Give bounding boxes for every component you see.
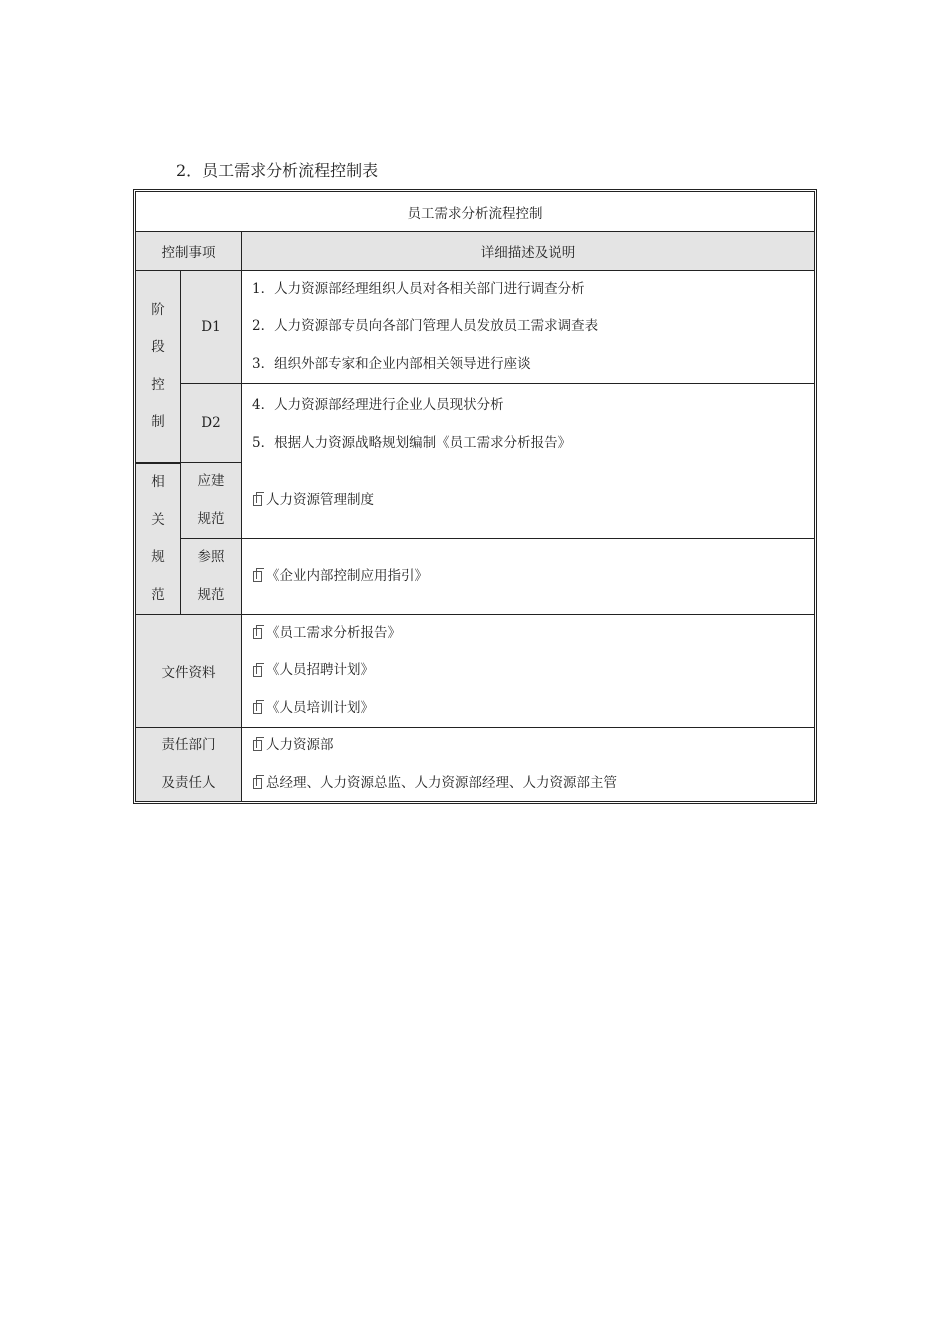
related-norms-label xyxy=(136,463,181,615)
document-icon xyxy=(253,495,262,506)
document-icon xyxy=(253,778,262,789)
stage-d2-code: D2 xyxy=(181,384,242,463)
header-control-item: 控制事项 xyxy=(136,232,242,271)
item-text: 《人员培训计划》 xyxy=(266,699,374,716)
list-item xyxy=(252,690,814,728)
norms-label-char: 相 xyxy=(151,474,165,490)
reference-norms-label xyxy=(181,539,242,615)
list-item: 2．人力资源部专员向各部门管理人员发放员工需求调查表 xyxy=(252,318,599,335)
reference-label-line: 参照 xyxy=(197,549,225,565)
list-item: 4．人力资源部经理进行企业人员现状分析 xyxy=(252,397,504,413)
list-item: 1．人力资源部经理组织人员对各相关部门进行调查分析 xyxy=(252,280,585,297)
responsibility-items xyxy=(242,728,814,801)
stage-label-char: 阶 xyxy=(151,301,165,318)
document-icon xyxy=(253,740,262,751)
list-item xyxy=(252,727,814,765)
stage-d1-code: D1 xyxy=(181,271,242,384)
list-item: 3．组织外部专家和企业内部相关领导进行座谈 xyxy=(252,355,531,372)
required-label-line: 应建 xyxy=(197,473,225,489)
required-norms-label xyxy=(181,463,242,539)
norms-label-char: 规 xyxy=(151,549,165,565)
list-item xyxy=(252,558,814,596)
reference-label-line: 规范 xyxy=(197,586,225,603)
responsibility-label xyxy=(136,728,242,801)
list-item xyxy=(252,482,814,520)
stage-control-label xyxy=(136,271,181,463)
item-text: 《企业内部控制应用指引》 xyxy=(266,567,428,584)
document-icon xyxy=(253,628,262,639)
required-norms-items xyxy=(242,463,814,539)
list-item: 5．根据人力资源战略规划编制《员工需求分析报告》 xyxy=(252,434,572,451)
required-label-line: 规范 xyxy=(197,510,225,527)
stage-d2-items xyxy=(242,384,814,463)
item-text: 人力资源管理制度 xyxy=(266,491,374,508)
item-text: 《人员招聘计划》 xyxy=(266,662,374,679)
control-table xyxy=(133,189,817,804)
table-title: 员工需求分析流程控制 xyxy=(136,192,814,232)
norms-label-char: 关 xyxy=(151,511,165,528)
reference-norms-items xyxy=(242,539,814,615)
norms-label-char: 范 xyxy=(151,586,165,603)
list-item xyxy=(252,615,814,653)
item-text: 人力资源部 xyxy=(266,737,334,753)
stage-label-char: 控 xyxy=(151,376,165,393)
documents-items xyxy=(242,615,814,728)
document-icon xyxy=(253,666,262,677)
documents-label: 文件资料 xyxy=(136,615,242,728)
item-text: 总经理、人力资源总监、人力资源部经理、人力资源部主管 xyxy=(266,774,617,791)
list-item xyxy=(252,652,814,690)
document-icon xyxy=(253,571,262,582)
item-text: 《员工需求分析报告》 xyxy=(266,624,401,641)
responsibility-label-line: 责任部门 xyxy=(161,737,216,753)
stage-d1-items xyxy=(242,271,814,384)
page-heading: 2．员工需求分析流程控制表 xyxy=(176,161,379,180)
document-icon xyxy=(253,703,262,714)
stage-label-char: 段 xyxy=(151,339,165,355)
list-item xyxy=(252,765,814,803)
header-description: 详细描述及说明 xyxy=(242,232,814,271)
responsibility-label-line: 及责任人 xyxy=(161,774,216,791)
stage-label-char: 制 xyxy=(151,414,165,430)
